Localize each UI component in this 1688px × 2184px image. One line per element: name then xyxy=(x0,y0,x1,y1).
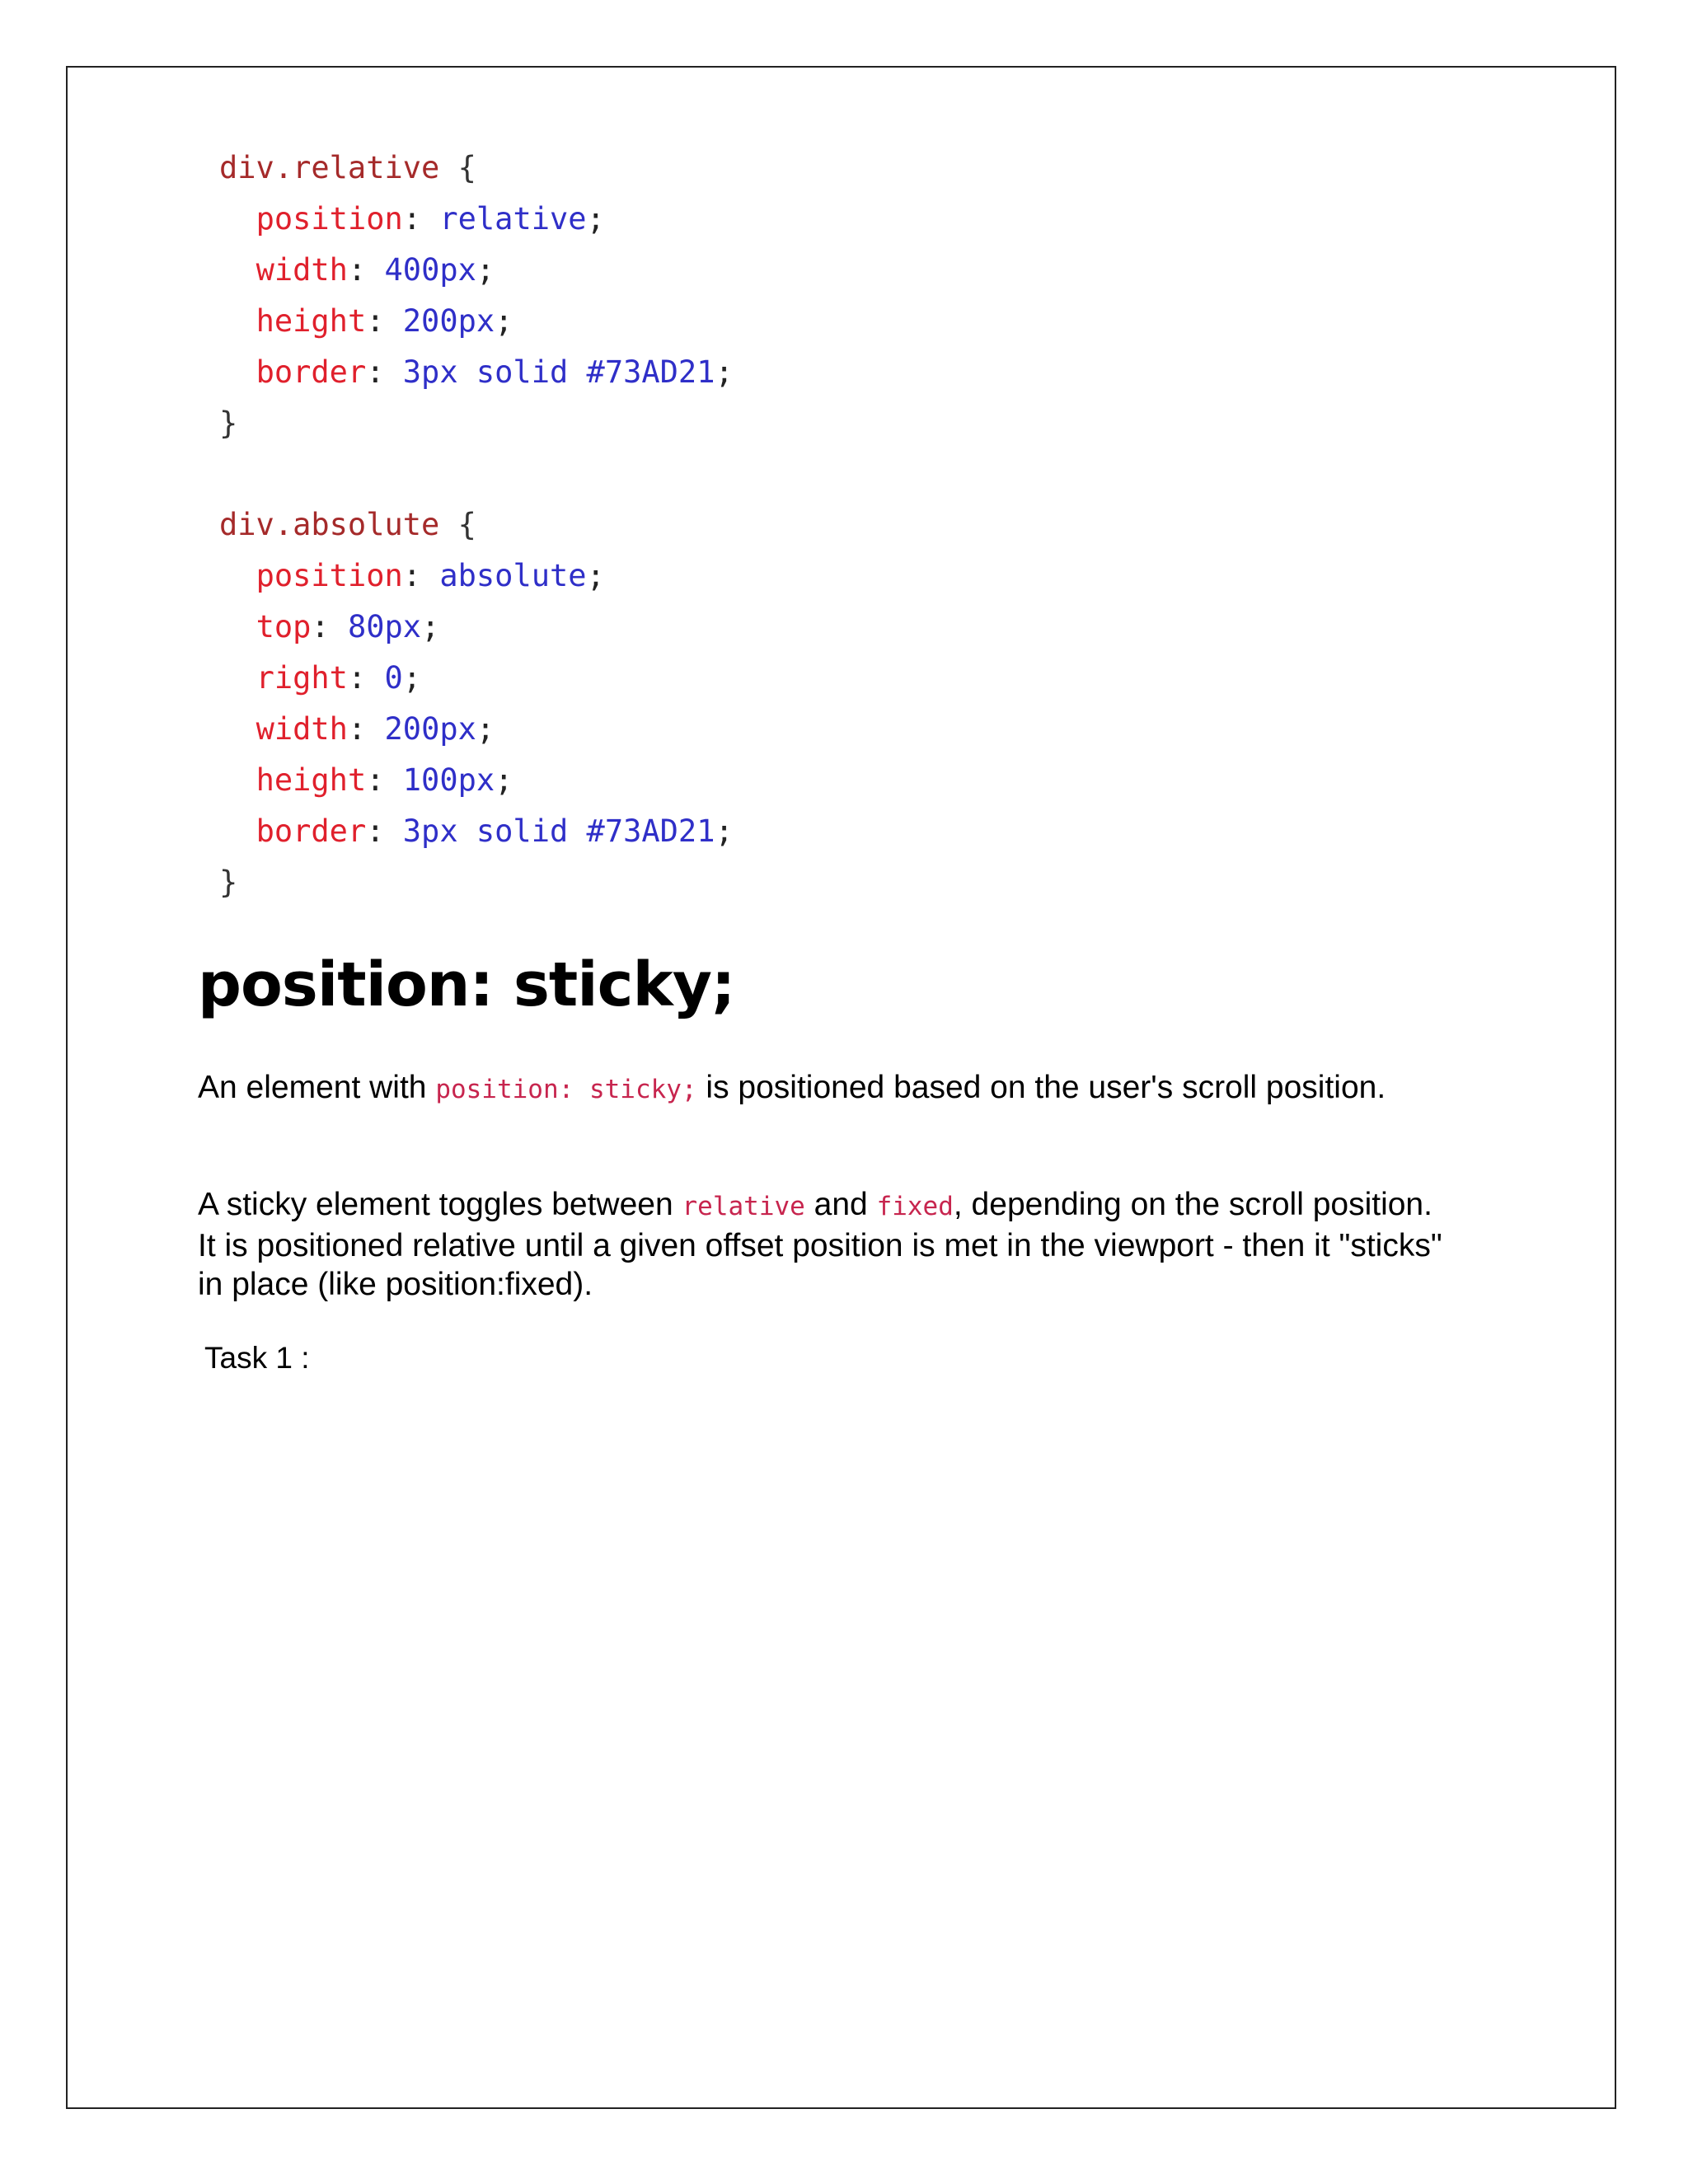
code-line-declaration: width: 200px; xyxy=(256,711,495,747)
css-value: absolute xyxy=(439,558,587,593)
code-line-close xyxy=(219,857,734,908)
css-property: border xyxy=(256,813,367,849)
close-brace: } xyxy=(219,405,238,441)
section-heading: position: sticky; xyxy=(198,949,735,1020)
css-value: 80px xyxy=(347,609,422,644)
css-value: relative xyxy=(439,201,587,237)
code-line-declaration: right: 0; xyxy=(256,660,422,696)
css-property: position xyxy=(256,201,403,237)
code-line-selector xyxy=(219,143,734,194)
css-property: position xyxy=(256,558,403,593)
css-property: right xyxy=(256,660,348,696)
paragraph-text: A sticky element toggles between xyxy=(198,1187,682,1222)
code-line-declaration: position: relative; xyxy=(256,201,605,237)
css-value: 0 xyxy=(384,660,403,696)
css-property: top xyxy=(256,609,312,644)
paragraph-text: and xyxy=(804,1187,877,1222)
css-value: 100px xyxy=(402,762,495,798)
code-line-declaration: height: 200px; xyxy=(256,303,513,339)
css-property: height xyxy=(256,303,367,339)
code-line-declaration: border: 3px solid #73AD21; xyxy=(256,813,734,849)
code-line-close xyxy=(219,398,734,449)
css-value: 400px xyxy=(384,252,476,288)
inline-code: position: sticky; xyxy=(435,1075,697,1104)
code-line-declaration: height: 100px; xyxy=(256,762,513,798)
paragraph-text: , depending on the scroll position. It is positioned relative until a given offset position is met in the viewport - then it "sticks" in place (like position:fixed). xyxy=(198,1187,1442,1302)
css-property: height xyxy=(256,762,367,798)
css-value: 3px solid #73AD21 xyxy=(402,813,715,849)
task-label: Task 1 : xyxy=(204,1341,310,1375)
css-value: 3px solid #73AD21 xyxy=(402,354,715,390)
open-brace: { xyxy=(439,507,476,542)
code-line-declaration: top: 80px; xyxy=(256,609,440,644)
inline-code: fixed xyxy=(876,1192,954,1221)
paragraph-sticky-intro xyxy=(198,1068,1451,1109)
css-property: width xyxy=(256,711,348,747)
css-selector: div.relative xyxy=(219,150,440,185)
css-value: 200px xyxy=(402,303,495,339)
code-line-selector xyxy=(219,499,734,551)
css-selector: div.absolute xyxy=(219,507,440,542)
code-line-declaration: position: absolute; xyxy=(256,558,605,593)
code-line-declaration: border: 3px solid #73AD21; xyxy=(256,354,734,390)
css-code-block-absolute xyxy=(219,499,734,908)
code-line-declaration: width: 400px; xyxy=(256,252,495,288)
close-brace: } xyxy=(219,865,238,900)
inline-code: relative xyxy=(682,1192,805,1221)
css-property: border xyxy=(256,354,367,390)
css-property: width xyxy=(256,252,348,288)
open-brace: { xyxy=(439,150,476,185)
paragraph-text: An element with xyxy=(198,1070,436,1105)
paragraph-text: is positioned based on the user's scroll position. xyxy=(696,1070,1386,1105)
css-value: 200px xyxy=(384,711,476,747)
paragraph-sticky-detail xyxy=(198,1185,1451,1304)
css-code-block-relative xyxy=(219,143,734,449)
